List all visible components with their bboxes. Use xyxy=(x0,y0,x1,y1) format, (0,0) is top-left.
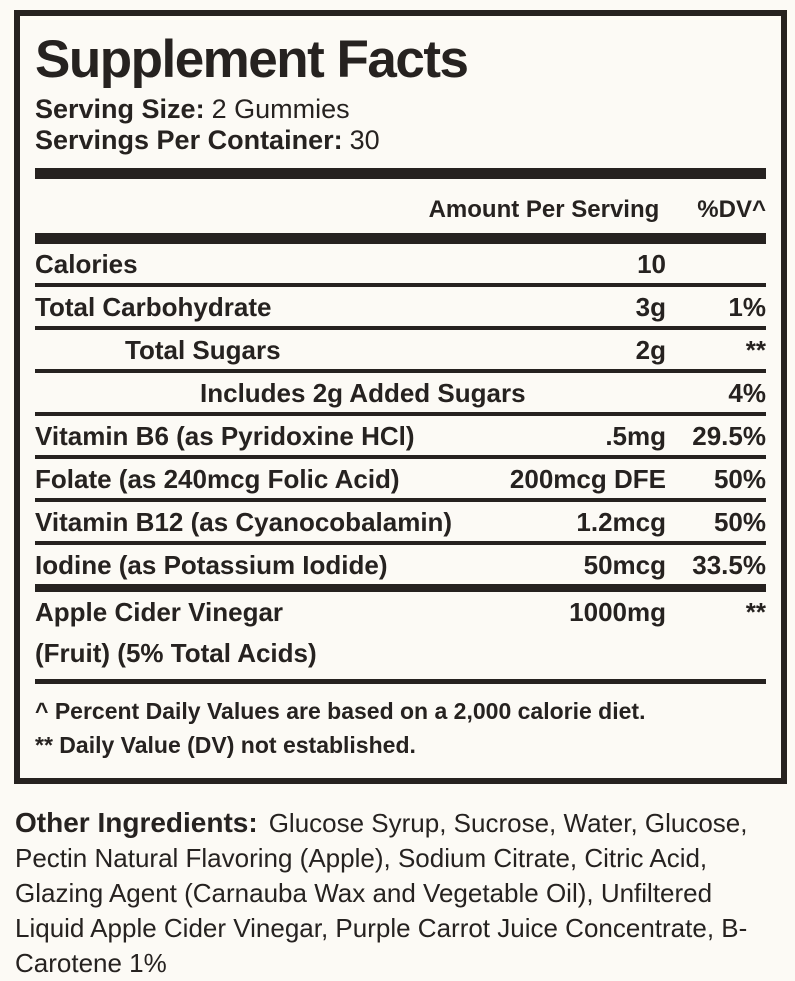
nutrient-amount: 10 xyxy=(637,249,666,280)
nutrient-dv: ** xyxy=(745,597,766,628)
other-ingredients-label: Other Ingredients: xyxy=(15,807,258,839)
nutrient-name xyxy=(35,549,506,581)
nutrient-row xyxy=(35,592,766,679)
nutrient-name-line1: Iodine (as Potassium Iodide) xyxy=(35,550,388,581)
nutrient-name-line1: Apple Cider Vinegar xyxy=(35,597,284,628)
serving-size-label: Serving Size: xyxy=(35,94,205,125)
nutrient-row xyxy=(35,330,766,373)
nutrient-name xyxy=(35,596,506,669)
nutrient-name-line1: Includes 2g Added Sugars xyxy=(200,378,526,409)
nutrient-dv: ** xyxy=(745,335,766,366)
nutrient-name xyxy=(35,506,506,538)
nutrient-name-line1: Folate (as 240mcg Folic Acid) xyxy=(35,464,400,495)
nutrient-amount: 50mcg xyxy=(583,550,666,581)
nutrient-table xyxy=(35,244,766,679)
serving-size-value: 2 Gummies xyxy=(211,94,350,125)
supplement-facts-panel xyxy=(14,10,787,784)
nutrient-name xyxy=(35,248,506,280)
nutrient-row xyxy=(35,287,766,330)
nutrient-name-line1: Total Sugars xyxy=(125,335,281,366)
nutrient-amount: .5mg xyxy=(605,421,666,452)
servings-per-container-value: 30 xyxy=(349,125,380,156)
footnotes-section xyxy=(35,679,766,765)
thick-rule-under-header xyxy=(35,233,766,244)
servings-per-container-line xyxy=(35,125,766,156)
nutrient-row xyxy=(35,373,766,416)
nutrient-name-line1: Total Carbohydrate xyxy=(35,292,272,323)
nutrient-dv: 50% xyxy=(713,507,766,538)
thick-rule-top xyxy=(35,168,766,179)
other-ingredients-section xyxy=(15,805,787,981)
nutrient-amount: 200mcg DFE xyxy=(509,464,666,495)
nutrient-name-line1: Calories xyxy=(35,249,138,280)
column-header-row xyxy=(35,179,766,233)
nutrient-dv: 4% xyxy=(728,378,766,409)
nutrient-dv: 29.5% xyxy=(692,421,766,452)
supplement-facts-title: Supplement Facts xyxy=(35,30,468,89)
nutrient-row xyxy=(35,502,766,545)
nutrient-row xyxy=(35,459,766,502)
footnote-item: ** Daily Value (DV) not established. xyxy=(35,732,416,759)
nutrient-name xyxy=(35,463,506,495)
nutrient-row xyxy=(35,416,766,459)
nutrient-name xyxy=(35,291,506,323)
nutrient-name-line2: (Fruit) (5% Total Acids) xyxy=(35,638,317,669)
nutrient-amount: 1000mg xyxy=(569,597,666,628)
nutrient-row xyxy=(35,545,766,592)
servings-per-container-label: Servings Per Container: xyxy=(35,125,343,156)
nutrient-row xyxy=(35,244,766,287)
nutrient-name xyxy=(35,334,506,366)
nutrient-name xyxy=(35,377,526,409)
nutrient-name-line1: Vitamin B12 (as Cyanocobalamin) xyxy=(35,507,453,538)
serving-size-line xyxy=(35,94,766,125)
nutrient-dv: 50% xyxy=(713,464,766,495)
other-ingredients-text: Glucose Syrup, Sucrose, Water, Glucose, Pectin Natural Flavoring (Apple), Sodium Citrate, Citric Acid, Glazing Agent (Carnauba Wax and Vegetable Oil), Unfiltered Liquid Apple Cider Vinegar, Purple Carrot Juice Concentrate, B-Carotene 1% xyxy=(15,808,748,979)
serving-info xyxy=(35,94,766,156)
percent-dv-header: %DV^ xyxy=(697,196,766,224)
footnote-item: ^ Percent Daily Values are based on a 2,000 calorie diet. xyxy=(35,698,646,725)
nutrient-name xyxy=(35,420,506,452)
nutrient-amount: 2g xyxy=(635,335,666,366)
nutrient-amount: 1.2mcg xyxy=(576,507,666,538)
nutrient-dv: 33.5% xyxy=(692,550,766,581)
nutrient-amount: 3g xyxy=(635,292,666,323)
nutrient-dv: 1% xyxy=(728,292,766,323)
nutrient-name-line1: Vitamin B6 (as Pyridoxine HCl) xyxy=(35,421,415,452)
amount-per-serving-header: Amount Per Serving xyxy=(428,196,660,224)
